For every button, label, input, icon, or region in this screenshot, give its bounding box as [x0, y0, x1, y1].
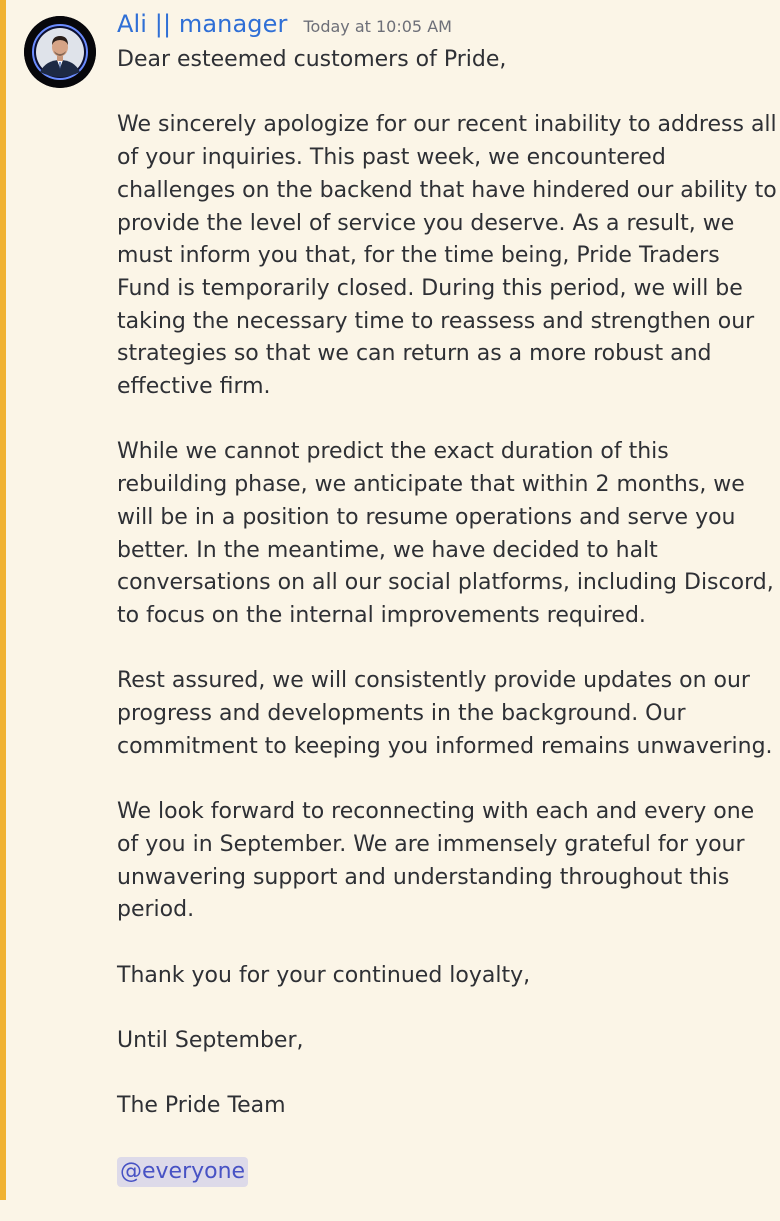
chat-message — [6, 0, 780, 1200]
user-avatar-icon — [24, 16, 96, 88]
user-avatar[interactable] — [24, 16, 96, 88]
everyone-mention[interactable]: @everyone — [117, 1157, 248, 1187]
message-paragraph: While we cannot predict the exact duration of this rebuilding phase, we anticipate that within 2 months, we will be in a position to resume operations and serve you better. In the meantime, we have decided to halt conversations on all our social platforms, including Discord, to focus on the internal improvements required. — [117, 439, 774, 628]
message-paragraph: Until September, — [117, 1028, 304, 1053]
message-paragraph: We sincerely apologize for our recent inability to address all of your inquiries. This past week, we encountered challenges on the backend that have hindered our ability to provide the level of service you deserve. As a result, we must inform you that, for the time being, Pride Traders Fund is temporarily closed. During this period, we will be taking the necessary time to reassess and strengthen our strategies so that we can return as a more robust and effective firm. — [117, 112, 777, 400]
message-timestamp[interactable]: Today at 10:05 AM — [303, 17, 452, 36]
message-paragraph: We look forward to reconnecting with each and every one of you in September. We are immensely grateful for your unwavering support and understanding throughout this period. — [117, 799, 755, 923]
message-paragraph: Dear esteemed customers of Pride, — [117, 47, 507, 72]
message-body — [117, 44, 777, 1221]
message-paragraph: Thank you for your continued loyalty, — [117, 962, 531, 988]
message-paragraph: Rest assured, we will consistently provide updates on our progress and developments in the background. Our commitment to keeping you informed remains unwavering. — [117, 668, 773, 759]
message-header — [117, 10, 452, 46]
mention-line — [117, 1156, 777, 1189]
author-name[interactable]: Ali || manager — [117, 10, 288, 38]
message-paragraph: The Pride Team — [117, 1093, 286, 1119]
